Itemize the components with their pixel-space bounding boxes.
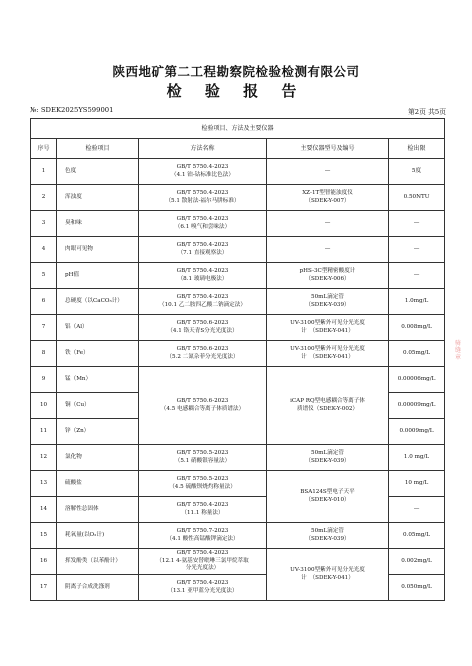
test-item: 硫酸盐 [57, 471, 139, 497]
test-item: 氯化物 [57, 445, 139, 471]
detection-limit: — [389, 263, 445, 289]
method-cell-line: GB/T 5750.4-2023 [176, 216, 229, 223]
method-cell-line: GB/T 5750.4-2023 [176, 242, 229, 249]
method-cell-line: （7.1 直接观察法） [177, 249, 228, 256]
instrument-cell [267, 289, 389, 315]
method-cell-line: （5.1 散射法-福尔马肼标准） [165, 197, 240, 204]
row-number: 12 [31, 445, 57, 471]
instrument-cell-line: — [324, 245, 331, 252]
report-title: 检 验 报 告 [166, 82, 306, 100]
detection-limit: 0.05mg/L [389, 523, 445, 549]
table-row [31, 367, 445, 393]
row-number: 7 [31, 315, 57, 341]
seam-stamp-mark: 骑缝章 [455, 340, 462, 361]
method-cell [139, 575, 267, 601]
instrument-cell-line: BSA124S型电子天平 [300, 489, 355, 496]
detection-limit: 0.50NTU [389, 185, 445, 211]
method-cell [139, 523, 267, 549]
method-cell-line: （4.1 酸性高锰酸钾滴定法） [166, 535, 239, 542]
method-cell-line: （13.1 亚甲蓝分光光度法） [167, 587, 238, 594]
table-row [31, 159, 445, 185]
test-item: 色度 [57, 159, 139, 185]
method-cell-line: GB/T 5750.4-2023 [176, 294, 229, 301]
detection-limit: 5度 [389, 159, 445, 185]
method-cell-line: （12.1 4-氨基安替吡啉三氯甲烷萃取 [156, 557, 249, 564]
col-header-method: 方法名称 [139, 139, 267, 159]
table-row [31, 523, 445, 549]
row-number: 8 [31, 341, 57, 367]
instrument-cell-line: iCAP RQ型电感耦合等离子体 [290, 398, 365, 405]
instrument-cell [267, 185, 389, 211]
instrument-cell-line: （SDEK-Y-039） [305, 535, 350, 542]
method-cell-line: （6.1 嗅气和尝味法） [174, 223, 231, 230]
instrument-cell-line: 50mL滴定管 [311, 294, 344, 301]
detection-limit: — [389, 237, 445, 263]
row-number: 11 [31, 419, 57, 445]
detection-limit: 0.008mg/L [389, 315, 445, 341]
detection-limit: 0.050mg/L [389, 575, 445, 601]
row-number: 13 [31, 471, 57, 497]
instrument-cell-line: （SDEK-Y-039） [305, 457, 350, 464]
method-cell [139, 237, 267, 263]
col-header-limit: 检出限 [389, 139, 445, 159]
row-number: 10 [31, 393, 57, 419]
method-cell [139, 471, 267, 497]
detection-limit: 0.05mg/L [389, 341, 445, 367]
row-number: 4 [31, 237, 57, 263]
instrument-cell [267, 471, 389, 523]
instrument-cell [267, 523, 389, 549]
detection-limit: — [389, 211, 445, 237]
table-row [31, 237, 445, 263]
table-row [31, 471, 445, 497]
instrument-cell [267, 445, 389, 471]
row-number: 3 [31, 211, 57, 237]
test-item: 铁（Fe） [57, 341, 139, 367]
instrument-cell-line: XZ-1T型智能浊度仪 [302, 190, 353, 197]
instrument-cell-line: UV-3100型紫外可见分光光度 [290, 320, 365, 327]
instrument-cell-line: （SDEK-Y-007） [305, 197, 350, 204]
method-cell-line: （5.2 二氮杂菲分光光度法） [166, 353, 239, 360]
detection-limit: — [389, 497, 445, 523]
method-cell-line: GB/T 5750.4-2023 [176, 268, 229, 275]
method-cell-line: GB/T 5750.4-2023 [176, 502, 229, 509]
row-number: 5 [31, 263, 57, 289]
method-cell-line: GB/T 5750.4-2023 [176, 190, 229, 197]
col-header-no: 序号 [31, 139, 57, 159]
method-cell-line: （4.1 铂-钴标准比色法） [171, 171, 234, 178]
row-number: 17 [31, 575, 57, 601]
method-cell-line: GB/T 5750.4-2023 [176, 550, 229, 557]
method-cell-line: GB/T 5750.6-2023 [176, 346, 229, 353]
instrument-cell-line: 50mL滴定管 [311, 528, 344, 535]
test-item: 铝（Al） [57, 315, 139, 341]
detection-limit: 1.0 mg/L [389, 445, 445, 471]
instrument-cell-line: （SDEK-Y-010） [305, 496, 350, 503]
table-row [31, 315, 445, 341]
instrument-cell [267, 159, 389, 185]
detection-limit: 1.0mg/L [389, 289, 445, 315]
method-cell-line: GB/T 5750.5-2023 [176, 476, 229, 483]
test-item: 阴离子合成洗涤剂 [57, 575, 139, 601]
method-cell [139, 549, 267, 575]
row-number: 9 [31, 367, 57, 393]
report-number: №: SDEK2025YS599001 [30, 106, 114, 114]
test-item: 肉眼可见物 [57, 237, 139, 263]
instrument-cell-line: （SDEK-Y-006） [305, 275, 350, 282]
instrument-cell [267, 263, 389, 289]
test-item: 耗氧量(以O₂计) [57, 523, 139, 549]
detection-limit: 10 mg/L [389, 471, 445, 497]
instrument-cell-line: 质谱仪（SDEK-Y-002） [296, 405, 359, 412]
method-cell-line: GB/T 5750.7-2023 [176, 528, 229, 535]
detection-limit: 0.002mg/L [389, 549, 445, 575]
col-header-instrument: 主要仪器型号及编号 [267, 139, 389, 159]
method-cell [139, 159, 267, 185]
method-cell-line: GB/T 5750.4-2023 [176, 580, 229, 587]
method-cell [139, 367, 267, 445]
row-number: 14 [31, 497, 57, 523]
instrument-cell-line: UV-3100型紫外可见分光光度 [290, 346, 365, 353]
method-cell [139, 341, 267, 367]
method-cell-line: GB/T 5750.4-2023 [176, 164, 229, 171]
test-item: 挥发酚类（以苯酚计） [57, 549, 139, 575]
method-cell-line: 分光光度法） [185, 565, 220, 572]
table-row [31, 549, 445, 575]
method-cell [139, 497, 267, 523]
method-cell-line: （10.1 乙二胺四乙酸二钠滴定法） [159, 301, 246, 308]
method-cell-line: （5.1 硝酸银容量法） [174, 457, 231, 464]
method-cell-line: （4.5 电感耦合等离子体质谱法） [160, 405, 245, 412]
test-item: 总硬度（以CaCO₃计） [57, 289, 139, 315]
instrument-cell-line: （SDEK-Y-039） [305, 301, 350, 308]
table-row [31, 185, 445, 211]
instrument-cell-line: pHS-3C型精密酸度计 [299, 268, 356, 275]
detection-limit: 0.00009mg/L [389, 393, 445, 419]
method-cell-line: GB/T 5750.6-2023 [176, 320, 229, 327]
table-row [31, 263, 445, 289]
row-number: 16 [31, 549, 57, 575]
method-cell [139, 185, 267, 211]
method-cell-line: （4.5 硫酸钡烧灼称量法） [169, 483, 236, 490]
test-item: 锰（Mn） [57, 367, 139, 393]
instrument-cell [267, 549, 389, 601]
method-cell [139, 263, 267, 289]
test-item: 铜（Cu） [57, 393, 139, 419]
table-row [31, 289, 445, 315]
test-item: 浑浊度 [57, 185, 139, 211]
test-item: 臭和味 [57, 211, 139, 237]
instrument-cell-line: 计 （SDEK-Y-041） [301, 353, 354, 360]
table-row [31, 445, 445, 471]
instrument-cell-line: 50mL滴定管 [311, 450, 344, 457]
col-header-item: 检验项目 [57, 139, 139, 159]
instrument-cell-line: 计 （SDEK-Y-041） [301, 574, 354, 581]
table-caption: 检验项目、方法及主要仪器 [31, 119, 445, 139]
method-cell-line: （4.1 铬天青S分光光度法） [167, 327, 238, 334]
table-row [31, 211, 445, 237]
page-indicator: 第2页 共5页 [408, 108, 446, 116]
row-number: 15 [31, 523, 57, 549]
row-number: 2 [31, 185, 57, 211]
test-item: 锌（Zn） [57, 419, 139, 445]
instrument-cell-line: 计 （SDEK-Y-041） [301, 327, 354, 334]
instrument-cell-line: — [324, 167, 331, 174]
test-methods-table [30, 118, 445, 601]
organization-name: 陕西地矿第二工程勘察院检验检测有限公司 [112, 64, 360, 79]
instrument-cell [267, 367, 389, 445]
method-cell-line: （11.1 称量法） [181, 509, 224, 516]
row-number: 1 [31, 159, 57, 185]
instrument-cell-line: UV-3100型紫外可见分光光度 [290, 567, 365, 574]
method-cell [139, 315, 267, 341]
table-row [31, 341, 445, 367]
method-cell [139, 289, 267, 315]
instrument-cell-line: — [324, 219, 331, 226]
method-cell-line: GB/T 5750.5-2023 [176, 450, 229, 457]
method-cell-line: （8.1 玻璃电极法） [177, 275, 228, 282]
test-item: 溶解性总固体 [57, 497, 139, 523]
instrument-cell [267, 341, 389, 367]
instrument-cell [267, 237, 389, 263]
detection-limit: 0.0009mg/L [389, 419, 445, 445]
method-cell-line: GB/T 5750.6-2023 [176, 398, 229, 405]
test-item: pH值 [57, 263, 139, 289]
instrument-cell [267, 315, 389, 341]
row-number: 6 [31, 289, 57, 315]
instrument-cell [267, 211, 389, 237]
detection-limit: 0.00006mg/L [389, 367, 445, 393]
method-cell [139, 445, 267, 471]
method-cell [139, 211, 267, 237]
